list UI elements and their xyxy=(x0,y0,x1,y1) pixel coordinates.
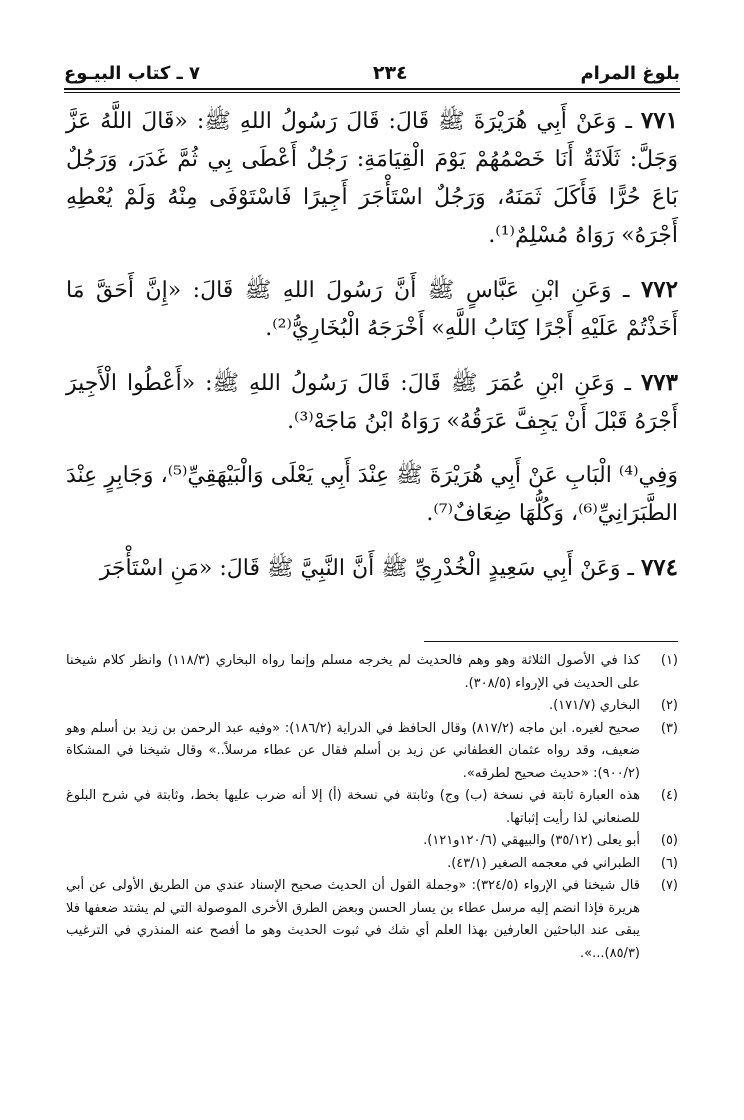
footnote-text: البخاري (١٧١/٧). xyxy=(548,698,640,713)
hadith-771 xyxy=(66,102,678,255)
hadith-text: ـ وَعَنْ أَبِي هُرَيْرَةَ ﷺ قَالَ: قَالَ رَسُولُ اللهِ ﷺ: «قَالَ اللَّهُ عَزَّ وَجَلَّ: ثَلَاثَةٌ أَنَا خَصْمُهُمْ يَوْمَ الْقِيَامَةِ: رَجُلٌ أَعْطَى بِي ثُمَّ غَدَرَ، وَرَجُلٌ بَاعَ حُرًّا فَأَكَلَ ثَمَنَهُ، وَرَجُلٌ اسْتَأْجَرَ أَجِيرًا فَاسْتَوْفَى مِنْهُ وَلَمْ يُعْطِهِ أَجْرَهُ» رَوَاهُ مُسْلِمٌ⁽¹⁾. xyxy=(66,109,678,248)
hadith-number: ٧٧٤ xyxy=(640,554,678,581)
chapter-title: ٧ ـ كتاب البيـوع xyxy=(64,62,200,84)
book-title: بلوغ المرام xyxy=(580,62,680,84)
footnote-text: صحيح لغيره. ابن ماجه (٨١٧/٢) وقال الحافظ في الدراية (١٨٦/٢): «وفيه عبد الرحمن بن زيد بن أسلم وهو ضعيف، وقد رواه عثمان الغطفاني عن زيد بن أسلم فقال عن عطاء مرسلاً..» وقال شيخنا في المشكاة (٩٠٠/٢): «حديث صحيح لطرقه». xyxy=(66,720,640,781)
hadith-text: ـ وَعَنِ ابْنِ عُمَرَ ﷺ قَالَ: قَالَ رَسُولُ اللهِ ﷺ: «أَعْطُوا الْأَجِيرَ أَجْرَهُ قَبْلَ أَنْ يَجِفَّ عَرَقُهُ» رَوَاهُ ابْنُ مَاجَهْ⁽³⁾. xyxy=(66,371,678,434)
footnote-text: كذا في الأصول الثلاثة وهو وهم فالحديث لم يخرجه مسلم وإنما رواه البخاري (١١٨/٣) وانظر كلام شيخنا على الحديث في الإرواء (٣٠٨/٥). xyxy=(66,653,641,691)
footnote-number: (٢) xyxy=(660,698,678,713)
footnote-number: (٦) xyxy=(660,855,678,871)
hadith-772 xyxy=(66,271,678,348)
footnote-text: أبو يعلى (٣٥/١٢) والبيهقي (١٢٠/٦و١٢١). xyxy=(423,833,640,848)
footnote-number: (٥) xyxy=(660,833,678,848)
footnote-1 xyxy=(66,650,678,695)
footnote-4 xyxy=(66,785,678,830)
hadith-text: ـ وَعَنِ ابْنِ عَبَّاسٍ ﷺ أَنَّ رَسُولَ اللهِ ﷺ قَالَ: «إِنَّ أَحَقَّ مَا أَخَذْتُمْ عَلَيْهِ أَجْرًا كِتَابُ اللَّهِ» أَخْرَجَهُ الْبُخَارِيُّ⁽²⁾. xyxy=(66,278,678,341)
hadith-774 xyxy=(66,549,678,588)
footnote-2 xyxy=(66,695,678,718)
hadith-note xyxy=(66,457,678,533)
footnote-text: الطبراني في معجمه الصغير (٤٣/١). xyxy=(447,855,640,871)
footnote-text: هذه العبارة ثابتة في نسخة (ب) وج) وثابتة في نسخة (أ) إلا أنه ضرب عليها بخط، وثابتة في شرح البلوغ للصنعاني لذا رأيت إثباتها. xyxy=(66,788,640,826)
footnote-number: (٧) xyxy=(660,878,678,893)
hadith-text: وَفِي⁽⁴⁾ الْبَابِ عَنْ أَبِي هُرَيْرَةَ ﷺ عِنْدَ أَبِي يَعْلَى وَالْبَيْهَقِيِّ⁽⁵⁾، وَجَابِرٍ عِنْدَ الطَّبَرَانِيِّ⁽⁶⁾، وَكُلُّهَا ضِعَافٌ⁽⁷⁾. xyxy=(66,463,678,526)
footnote-3 xyxy=(66,718,678,786)
hadith-773 xyxy=(66,364,678,441)
main-text xyxy=(66,102,678,604)
footnote-5 xyxy=(66,830,678,853)
hadith-number: ٧٧١ xyxy=(640,107,678,134)
header-rule xyxy=(64,88,680,90)
hadith-number: ٧٧٢ xyxy=(640,276,678,303)
footnote-number: (١) xyxy=(660,653,678,668)
hadith-number: ٧٧٣ xyxy=(640,369,679,396)
page-header xyxy=(64,58,680,88)
footnote-6 xyxy=(66,853,678,876)
footnote-separator xyxy=(424,641,678,642)
hadith-text: ـ وَعَنْ أَبِي سَعِيدٍ الْخُدْرِيِّ ﷺ أَنَّ النَّبِيَّ ﷺ قَالَ: «مَنِ اسْتَأْجَرَ xyxy=(99,556,634,581)
footnote-text: قال شيخنا في الإرواء (٣٢٤/٥): «وجملة القول أن الحديث صحيح الإسناد عندي من الطريق الأولى عن أبي هريرة فإذا انضم إليه مرسل عطاء بن يسار الحسن وبعض الطرق الأخرى الموصولة التي لم يشتد ضعفها فلا يبقى عند الباحثين العارفين بهذا العلم أي شك في ثبوت الحديث وهو ما أفصح عنه المنذري في الترغيب (٨٥/٣)...». xyxy=(66,878,640,961)
footnotes xyxy=(66,650,678,965)
footnote-number: (٣) xyxy=(660,720,678,736)
footnote-7 xyxy=(66,875,678,965)
page-number: ٢٣٤ xyxy=(372,62,408,84)
footnote-number: (٤) xyxy=(660,788,678,803)
header-rule-thin xyxy=(64,92,680,93)
